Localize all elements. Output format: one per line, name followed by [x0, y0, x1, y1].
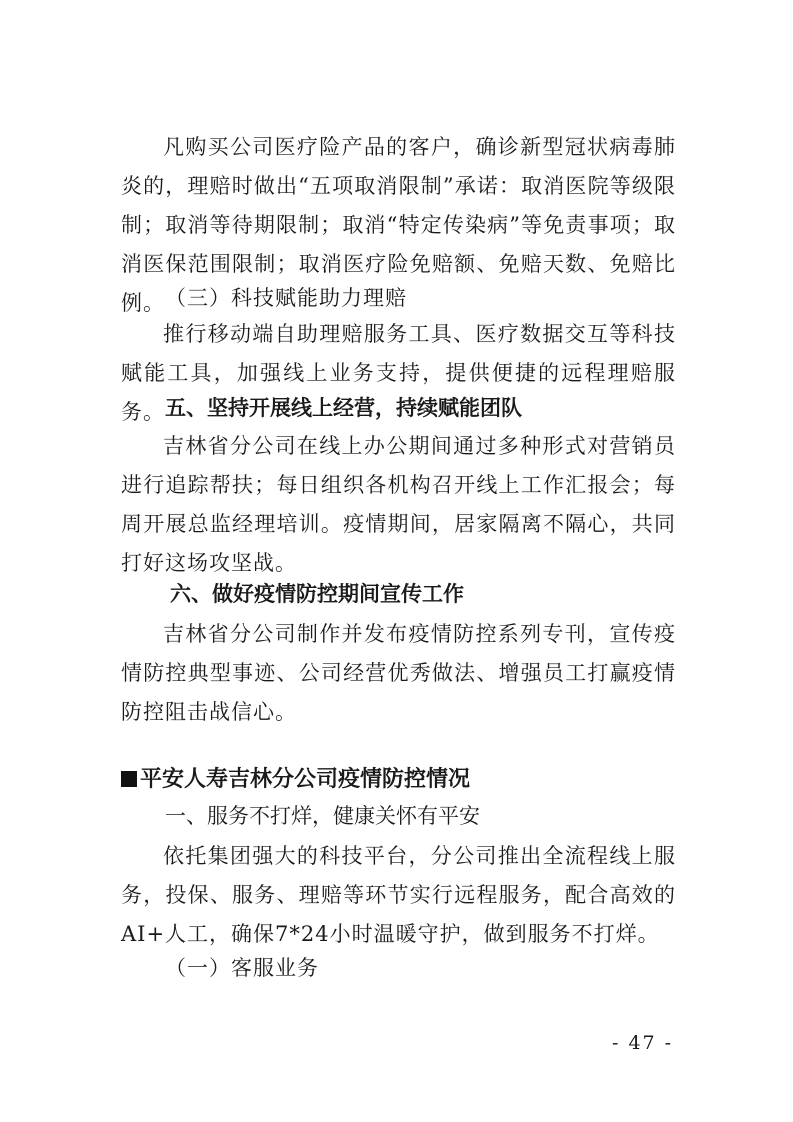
- report-heading-pingan-jilin: [121, 765, 470, 795]
- subheading-customer-service: （一）客服业务: [165, 956, 319, 980]
- paragraph-claims-restrictions: 凡购买公司医疗险产品的客户，确诊新型冠状病毒肺炎的，理赔时做出“五项取消限制”承诺：取消医院等级限制；取消等待期限制；取消“特定传染病”等免责事项；取消医保范围限制；取消医疗险免赔额、免赔天数、免赔比例。: [121, 135, 676, 315]
- page-number: - 47 -: [612, 1032, 674, 1054]
- report-heading-text: 平安人寿吉林分公司疫情防控情况: [140, 767, 471, 792]
- subheading-tech-claims: （三）科技赋能助力理赔: [165, 286, 407, 310]
- section-heading-publicity: 六、做好疫情防控期间宣传工作: [170, 582, 464, 606]
- section-heading-online-operations: 五、坚持开展线上经营，持续赋能团队: [165, 396, 522, 420]
- section-heading-service: 一、服务不打烊，健康关怀有平安: [165, 804, 480, 828]
- paragraph-online-support: 吉林省分公司在线上办公期间通过多种形式对营销员进行追踪帮扶；每日组织各机构召开线上工作汇报会；每周开展总监经理培训。疫情期间，居家隔离不隔心，共同打好这场攻坚战。: [121, 434, 676, 575]
- paragraph-publicity: 吉林省分公司制作并发布疫情防控系列专刊，宣传疫情防控典型事迹、公司经营优秀做法、增强员工打赢疫情防控阻击战信心。: [121, 622, 676, 724]
- square-bullet-icon: [121, 771, 137, 787]
- paragraph-online-service: 依托集团强大的科技平台，分公司推出全流程线上服务，投保、服务、理赔等环节实行远程服务，配合高效的AI+人工，确保7*24小时温暖守护，做到服务不打烊。: [121, 844, 676, 946]
- paragraph-mobile-claims: 推行移动端自助理赔服务工具、医疗数据交互等科技赋能工具，加强线上业务支持，提供便捷的远程理赔服务。: [121, 322, 676, 424]
